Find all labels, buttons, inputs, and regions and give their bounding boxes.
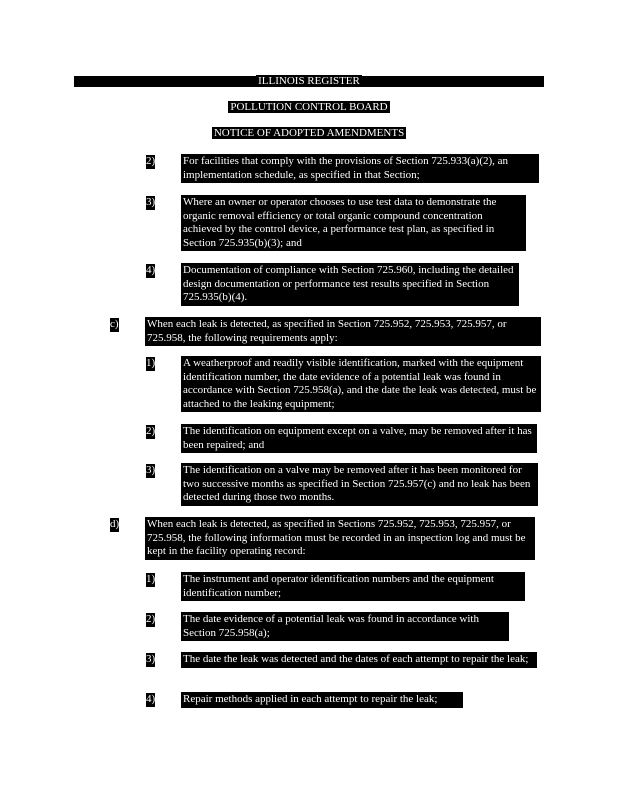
item-number: d): [110, 518, 120, 530]
item-text: When each leak is detected, as specified in Sections 725.952, 725.953, 725.957, or 725.958, the following information must be recorded in an inspection log and must be kept in the facility operating record:: [145, 517, 535, 560]
item-number: 4): [146, 264, 156, 276]
item-number: 2): [146, 613, 156, 625]
item-text: Documentation of compliance with Section 725.960, including the detailed design documentation or performance test results specified in Section 725.935(b)(4).: [181, 263, 519, 306]
item-number: 1): [146, 357, 156, 369]
board-title: POLLUTION CONTROL BOARD: [230, 101, 388, 113]
item-text: The date evidence of a potential leak was found in accordance with Section 725.958(a);: [181, 612, 509, 641]
item-number: 1): [146, 573, 156, 585]
item-number: 3): [146, 464, 156, 476]
item-text: The identification on a valve may be removed after it has been monitored for two successive months as specified in Section 725.957(c) and no leak has been detected during those two months.: [181, 463, 538, 506]
item-number: 4): [146, 693, 156, 705]
register-title: ILLINOIS REGISTER: [258, 75, 360, 87]
item-text: When each leak is detected, as specified in Section 725.952, 725.953, 725.957, or 725.958, the following requirements apply:: [145, 317, 541, 346]
item-number: 2): [146, 425, 156, 437]
item-text: The date the leak was detected and the dates of each attempt to repair the leak;: [181, 652, 537, 668]
item-text: The identification on equipment except on a valve, may be removed after it has been repaired; and: [181, 424, 537, 453]
item-text: Repair methods applied in each attempt to repair the leak;: [181, 692, 463, 708]
item-text: The instrument and operator identification numbers and the equipment identification number;: [181, 572, 525, 601]
item-number: 2): [146, 155, 156, 167]
item-text: For facilities that comply with the provisions of Section 725.933(a)(2), an implementation schedule, as specified in that Section;: [181, 154, 539, 183]
item-number: 3): [146, 653, 156, 665]
item-number: c): [110, 318, 119, 330]
item-number: 3): [146, 196, 156, 208]
notice-title: NOTICE OF ADOPTED AMENDMENTS: [213, 127, 405, 139]
item-text: A weatherproof and readily visible identification, marked with the equipment identification number, the date evidence of a potential leak was found in accordance with Section 725.958(a), and the date the leak was detected, must be attached to the leaking equipment;: [181, 356, 541, 412]
item-text: Where an owner or operator chooses to use test data to demonstrate the organic removal efficiency or total organic compound concentration achieved by the control device, a performance test plan, as specified in Section 725.935(b)(3); and: [181, 195, 526, 251]
